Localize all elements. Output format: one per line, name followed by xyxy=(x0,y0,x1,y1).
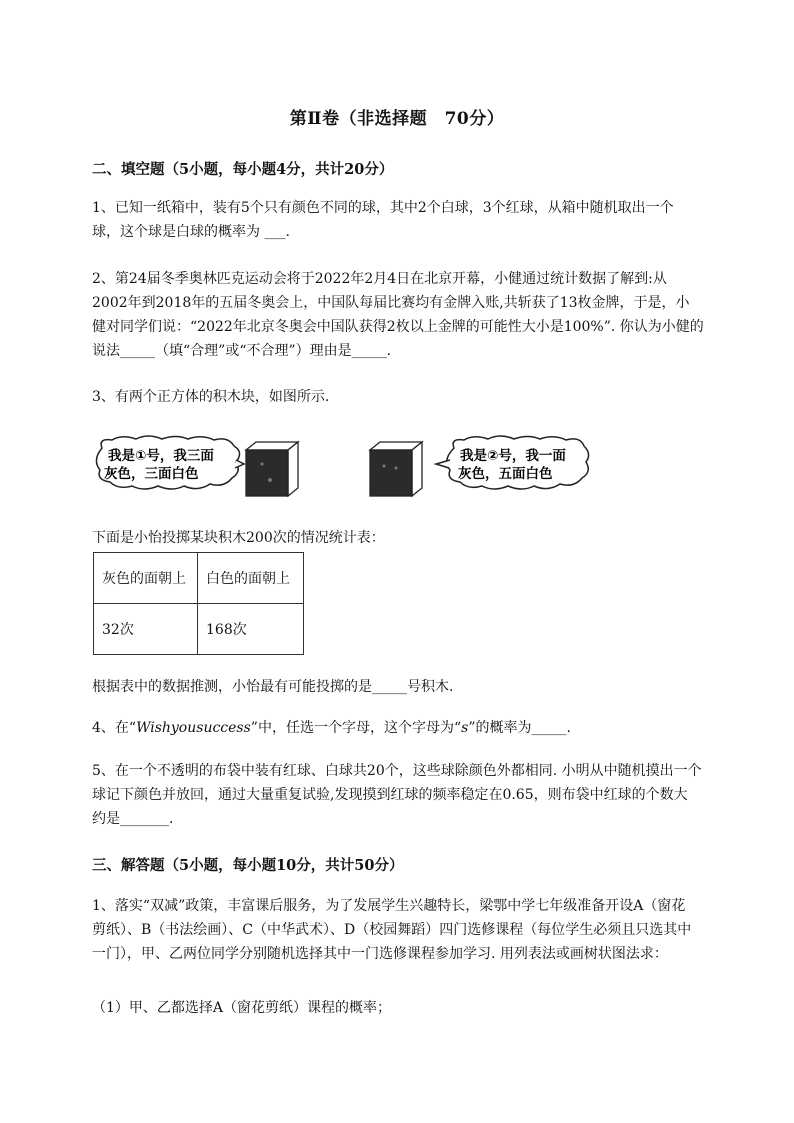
text-line: 球，这个球是白球的概率为 ___. xyxy=(92,224,290,240)
section2-heading: 二、填空题（5小题，每小题4分，共计20分） xyxy=(92,161,394,178)
cube-1 xyxy=(246,442,298,496)
text-line: 一门），甲、乙两位同学分别随机选择其中一门选修课程参加学习. 用列表法或画树状图法求： xyxy=(92,946,668,962)
bubble1-line2: 灰色，三面白色 xyxy=(104,466,199,482)
text-line: （1）甲、乙都选择A（窗花剪纸）课程的概率； xyxy=(92,1000,392,1016)
table-cell-white: 168次 xyxy=(198,604,304,655)
q4-letter: s xyxy=(461,720,469,736)
question-3-1-sub1 xyxy=(92,996,744,1020)
text-line: 3、有两个正方体的积木块，如图所示. xyxy=(92,389,330,405)
text-line xyxy=(92,716,744,740)
bubble2-line2: 灰色，五面白色 xyxy=(458,466,553,482)
cube-2 xyxy=(370,442,422,496)
text-line: 根据表中的数据推测，小怡最有可能投掷的是_____号积木. xyxy=(92,679,454,695)
page-title: 第Ⅱ卷（非选择题 70分） xyxy=(289,109,505,129)
cube-illustration xyxy=(92,434,592,502)
question-2-1 xyxy=(92,196,744,244)
bubble1-line1: 我是①号，我三面 xyxy=(108,448,214,464)
text-line: 说法_____（填“合理”或“不合理”）理由是_____. xyxy=(92,343,392,359)
text-line: 1、落实“双减”政策，丰富课后服务，为了发展学生兴趣特长，梁鄂中学七年级准备开设A（窗花 xyxy=(92,898,686,914)
text-line: 2002年到2018年的五届冬奥会上，中国队每届比赛均有金牌入账,共斩获了13枚金牌，于是，小 xyxy=(92,295,690,311)
text-line: 健对同学们说：“2022年北京冬奥会中国队获得2枚以上金牌的可能性大小是100%”. 你认为小健的 xyxy=(92,319,704,335)
q4-suffix: ”的概率为_____. xyxy=(468,720,571,736)
question-2-4 xyxy=(92,716,744,740)
bubble-tail-1 xyxy=(235,460,244,468)
question-2-3-after xyxy=(92,675,744,699)
bubble2-line1: 我是②号，我一面 xyxy=(460,448,566,464)
table-row xyxy=(94,604,304,655)
q4-prefix: 4、在“ xyxy=(92,720,137,736)
table-header-gray: 灰色的面朝上 xyxy=(94,553,198,604)
stats-table xyxy=(93,552,304,655)
text-line: 约是_______. xyxy=(92,811,174,827)
question-2-3 xyxy=(92,385,744,409)
table-header-white: 白色的面朝上 xyxy=(198,553,304,604)
q4-middle: ”中，任选一个字母，这个字母为“ xyxy=(250,720,462,736)
table-cell-gray: 32次 xyxy=(94,604,198,655)
q4-word: Wishyousuccess xyxy=(136,720,251,736)
text-line: 剪纸）、B（书法绘画）、C（中华武术）、D（校园舞蹈）四门选修课程（每位学生必须且只选其中 xyxy=(92,922,692,938)
bubble-tail-2 xyxy=(436,460,450,468)
question-2-2 xyxy=(92,267,744,363)
table-intro xyxy=(92,526,744,550)
section3-heading: 三、解答题（5小题，每小题10分，共计50分） xyxy=(92,857,404,874)
text-line: 2、第24届冬季奥林匹克运动会将于2022年2月4日在北京开幕，小健通过统计数据了解到:从 xyxy=(92,271,667,287)
question-3-1 xyxy=(92,894,744,966)
question-2-5 xyxy=(92,759,744,831)
text-line: 1、已知一纸箱中，装有5个只有颜色不同的球，其中2个白球，3个红球，从箱中随机取出一个 xyxy=(92,200,674,216)
table-row xyxy=(94,553,304,604)
text-line: 5、在一个不透明的布袋中装有红球、白球共20个，这些球除颜色外都相同. 小明从中随机摸出一个 xyxy=(92,763,702,779)
text-line: 下面是小怡投掷某块积木200次的情况统计表： xyxy=(92,530,385,546)
text-line: 球记下颜色并放回，通过大量重复试验,发现摸到红球的频率稳定在0.65，则布袋中红球的个数大 xyxy=(92,787,688,803)
